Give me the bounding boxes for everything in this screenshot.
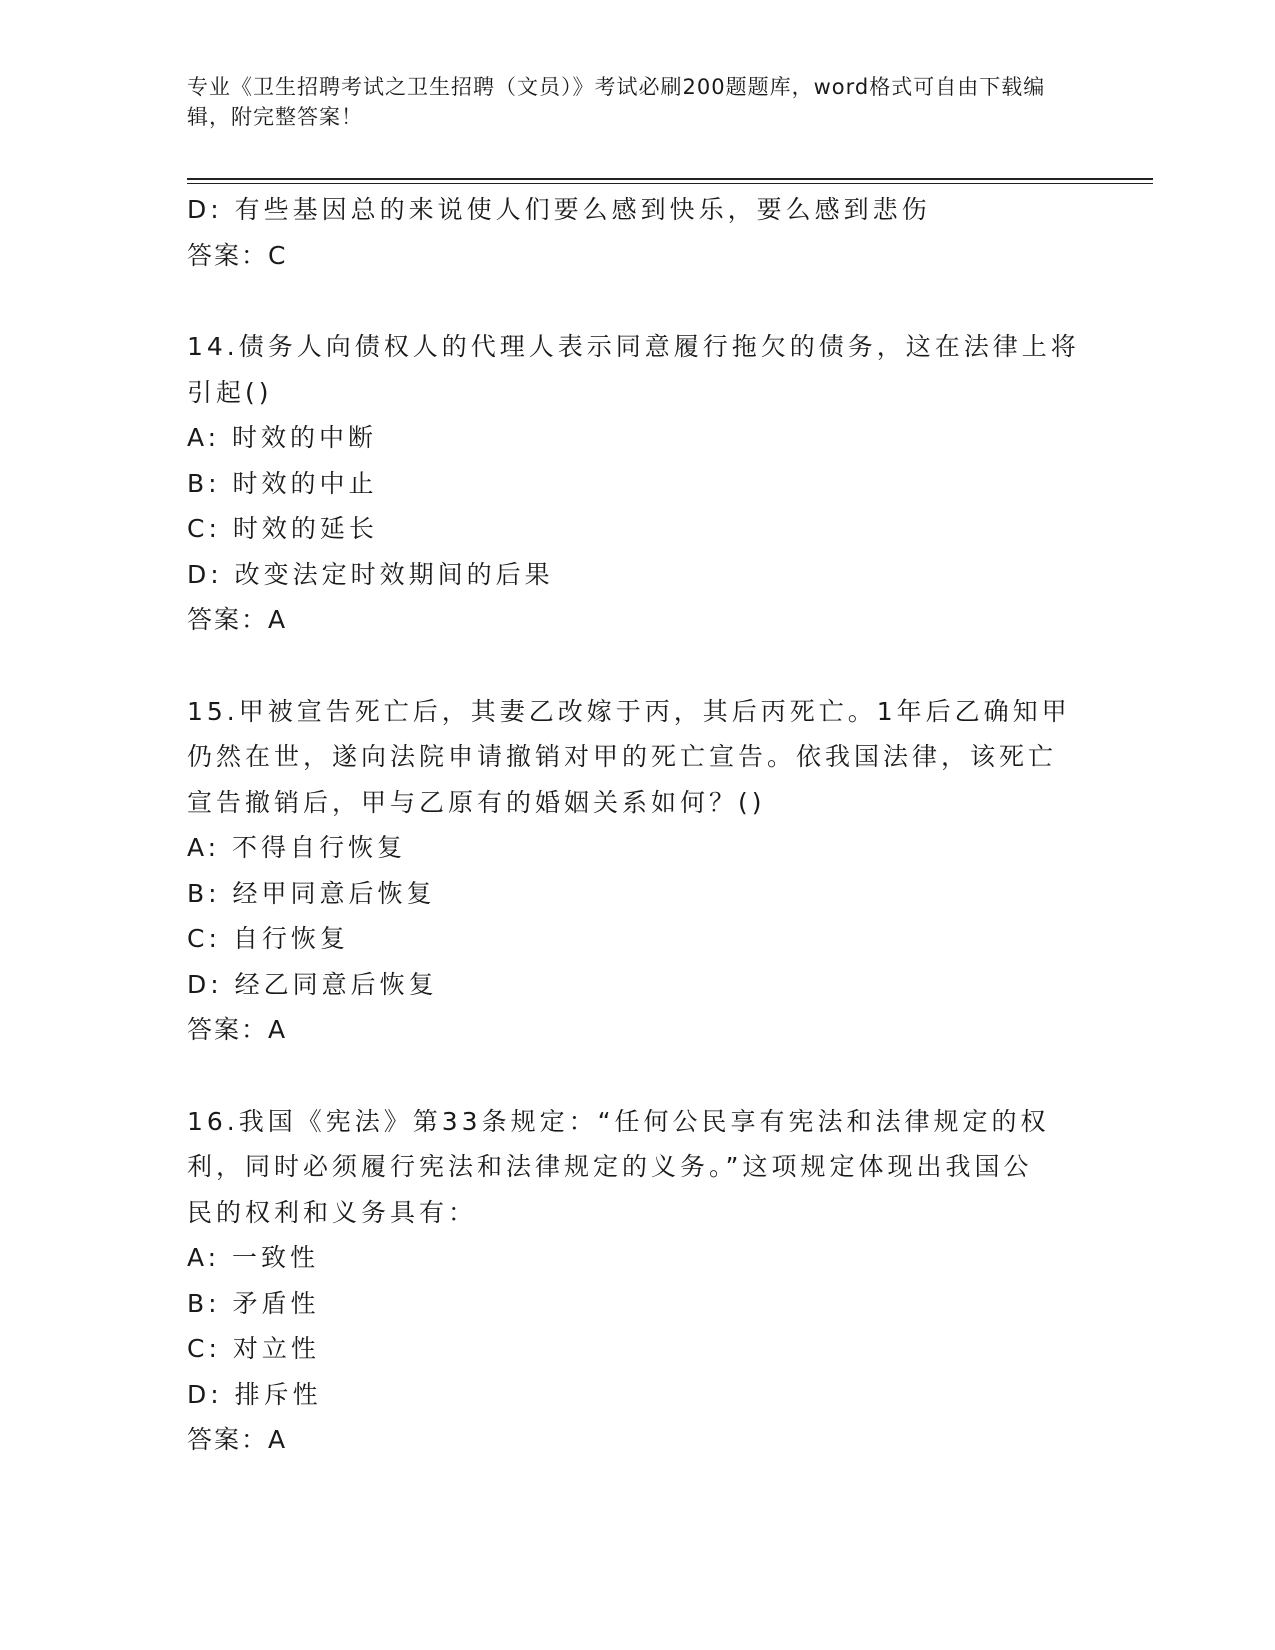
header-rule-thick (187, 178, 1153, 180)
question-15 (187, 689, 1071, 1053)
option-b: B: 经甲同意后恢复 (187, 878, 436, 908)
question-stem-line: 仍然在世，遂向法院申请撤销对甲的死亡宣告。依我国法律，该死亡 (187, 742, 1058, 771)
option-c: C: 自行恢复 (187, 924, 349, 953)
spacer (187, 1053, 1067, 1099)
option-a: A: 时效的中断 (187, 423, 378, 452)
question-stem-line: 利，同时必须履行宪法和法律规定的义务。”这项规定体现出我国公 (187, 1152, 1033, 1181)
carryover-option-d: D: 有些基因总的来说使人们要么感到快乐，要么感到悲伤 (187, 195, 931, 224)
carryover-answer: 答案：C (187, 240, 288, 270)
question-stem-line: 14.债务人向债权人的代理人表示同意履行拖欠的债务，这在法律上将 (187, 332, 1080, 361)
option-c: C: 时效的延长 (187, 514, 378, 543)
option-a: A: 不得自行恢复 (187, 833, 407, 862)
option-d: D: 排斥性 (187, 1379, 322, 1409)
spacer (187, 643, 1067, 689)
option-d: D: 改变法定时效期间的后果 (187, 559, 554, 589)
option-d: D: 经乙同意后恢复 (187, 969, 438, 999)
document-header: 专业《卫生招聘考试之卫生招聘（文员）》考试必刷200题题库，word格式可自由下载编辑，附完整答案！ (187, 75, 1046, 129)
question-stem-line: 宣告撤销后，甲与乙原有的婚姻关系如何？() (187, 787, 766, 817)
question-stem-line: 引起() (187, 377, 273, 407)
answer: 答案：A (187, 605, 288, 634)
header-rule-thin (187, 183, 1153, 184)
option-a: A: 一致性 (187, 1243, 320, 1272)
answer: 答案：A (187, 1015, 288, 1044)
option-b: B: 时效的中止 (187, 468, 378, 498)
spacer (187, 278, 1067, 324)
question-stem-line: 16.我国《宪法》第33条规定：“任何公民享有宪法和法律规定的权 (187, 1106, 1050, 1136)
question-16 (187, 1099, 1067, 1463)
question-stem-line: 民的权利和义务具有： (187, 1197, 478, 1227)
question-14 (187, 324, 1080, 643)
option-b: B: 矛盾性 (187, 1288, 320, 1318)
option-c: C: 对立性 (187, 1334, 320, 1363)
question-content (187, 187, 1080, 1463)
question-stem-line: 15.甲被宣告死亡后，其妻乙改嫁于丙，其后丙死亡。1年后乙确知甲 (187, 696, 1071, 726)
answer: 答案：A (187, 1425, 288, 1454)
